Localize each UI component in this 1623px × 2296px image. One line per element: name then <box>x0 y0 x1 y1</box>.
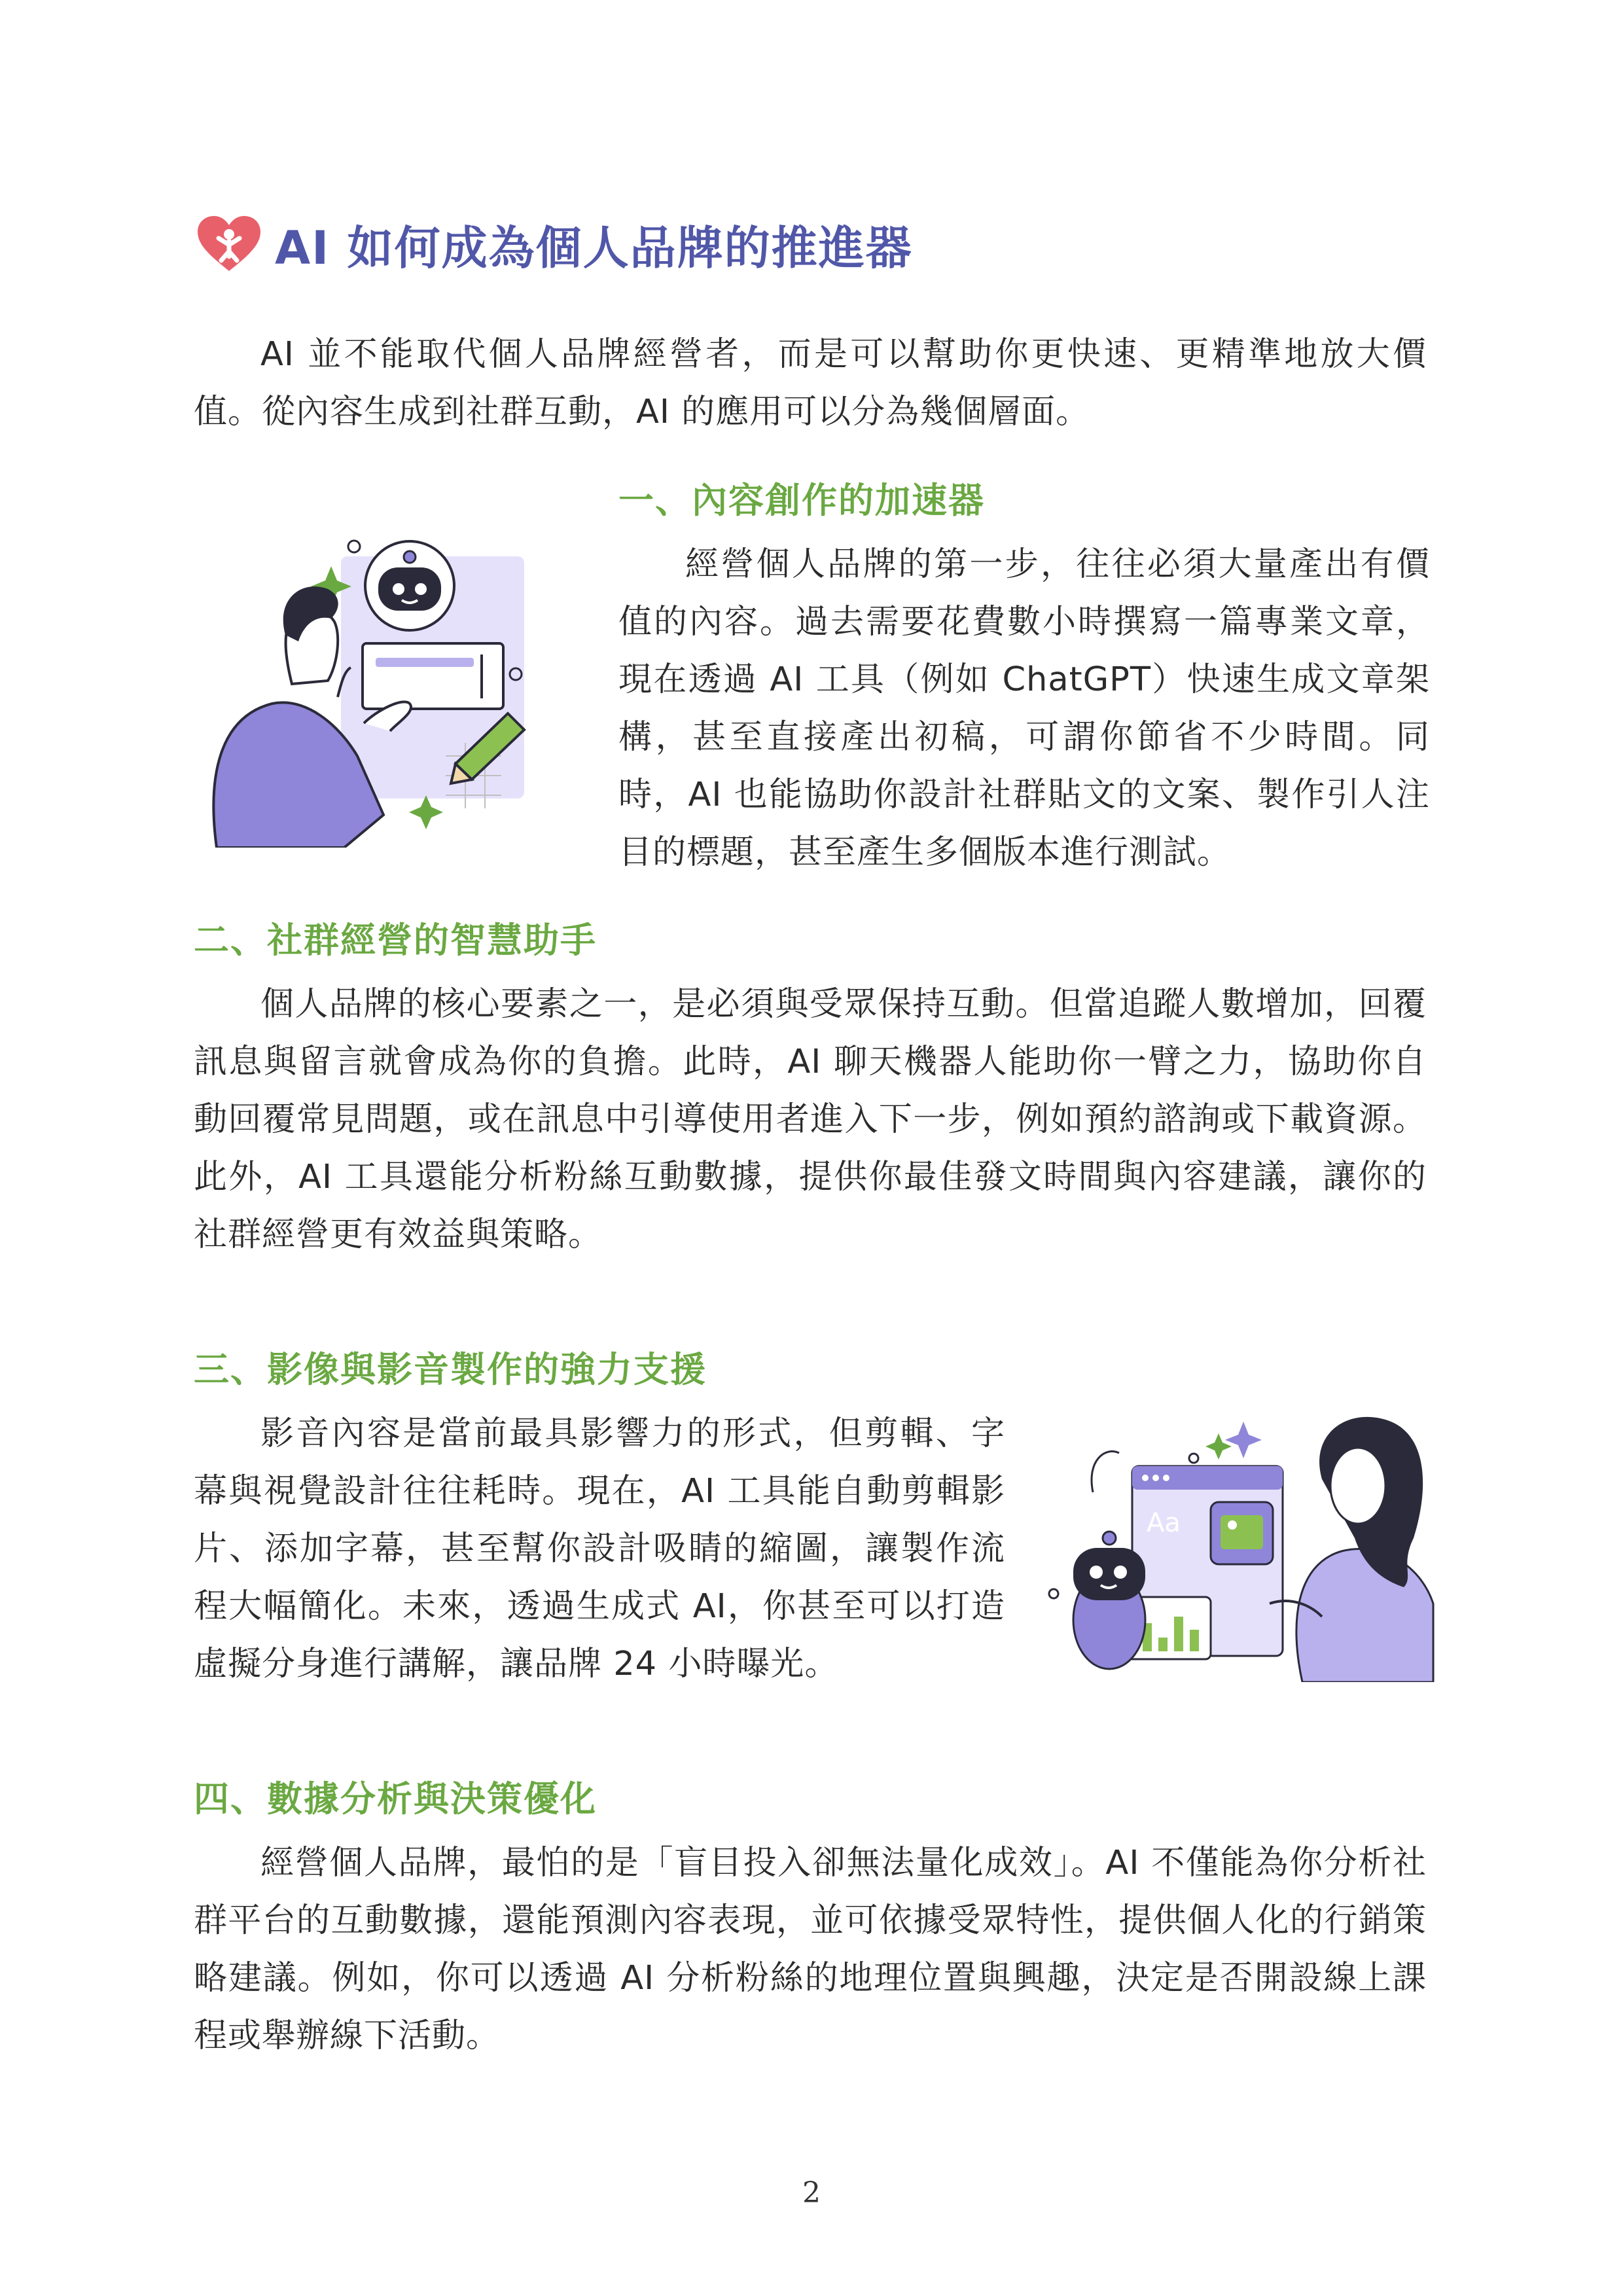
section-2-body: 個人品牌的核心要素之一，是必須與受眾保持互動。但當追蹤人數增加，回覆訊息與留言就會成為你的負擔。此時，AI 聊天機器人能助你一臂之力，協助你自動回覆常見問題，或在訊息中引導使用者進入下一步，例如預約諮詢或下載資源。此外，AI 工具還能分析粉絲互動數據，提供你最佳發文時間與內容建議，讓你的社群經營更有效益與策略。 <box>194 985 1427 1254</box>
section-3-heading: 三、影像與影音製作的強力支援 <box>194 1349 707 1390</box>
section-1-body: 經營個人品牌的第一步，往往必須大量產出有價值的內容。過去需要花費數小時撰寫一篇專業文章，現在透過 AI 工具（例如 ChatGPT）快速生成文章架構，甚至直接產出初稿，可謂你節省不少時間。同時，AI 也能協助你設計社群貼文的文案、製作引人注目的標題，甚至產生多個版本進行測試。 <box>618 545 1430 872</box>
intro-paragraph: AI 並不能取代個人品牌經營者，而是可以幫助你更快速、更精準地放大價值。從內容生成到社群互動，AI 的應用可以分為幾個層面。 <box>194 335 1427 431</box>
section-2-heading: 二、社群經營的智慧助手 <box>194 920 597 961</box>
page-title: AI 如何成為個人品牌的推進器 <box>275 221 913 275</box>
section-1 <box>618 473 1430 882</box>
section-4-heading: 四、數據分析與決策優化 <box>194 1778 597 1820</box>
woman-with-robot-illustration <box>1047 1407 1440 1682</box>
section-3 <box>194 1342 1005 1693</box>
page-number: 2 <box>802 2176 821 2210</box>
man-with-robot-illustration <box>194 527 573 848</box>
section-4-body: 經營個人品牌，最怕的是「盲目投入卻無法量化成效」。AI 不僅能為你分析社群平台的互動數據，還能預測內容表現，並可依據受眾特性，提供個人化的行銷策略建議。例如，你可以透過 AI 分析粉絲的地理位置與興趣，決定是否開設線上課程或舉辦線下活動。 <box>194 1844 1427 2055</box>
aa-text: Aa <box>1147 1508 1181 1538</box>
heart-icon <box>196 215 262 274</box>
section-4 <box>194 1771 1427 2065</box>
section-3-body: 影音內容是當前最具影響力的形式，但剪輯、字幕與視覺設計往往耗時。現在，AI 工具能自動剪輯影片、添加字幕，甚至幫你設計吸睛的縮圖，讓製作流程大幅簡化。未來，透過生成式 AI，你甚至可以打造虛擬分身進行講解，讓品牌 24 小時曝光。 <box>194 1414 1005 1683</box>
section-1-heading: 一、內容創作的加速器 <box>618 480 985 521</box>
section-2 <box>194 912 1427 1264</box>
page-title-row <box>196 208 913 280</box>
